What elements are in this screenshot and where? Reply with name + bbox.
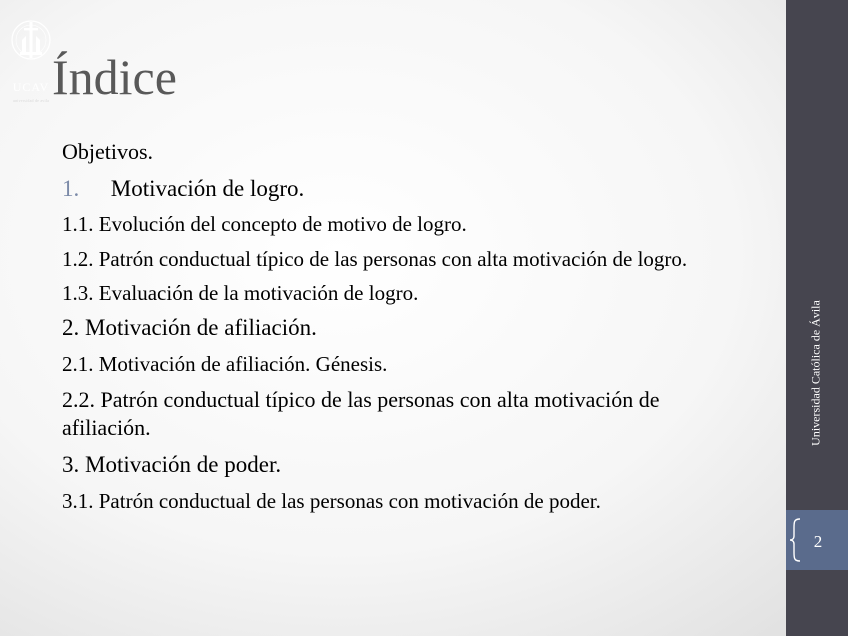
university-name-vertical: Universidad Católica de Ávila (808, 300, 823, 446)
page-number: 2 (813, 532, 823, 551)
list-item-3-1: 3.1. Patrón conductual de las personas con motivación de poder. (62, 488, 601, 513)
ucav-logo (0, 14, 62, 103)
logo-text: UCAV (12, 80, 50, 94)
university-seal-icon (0, 14, 62, 70)
objectives-item: Objetivos. (62, 139, 154, 164)
list-item-2: 2. Motivación de afiliación. (62, 315, 317, 340)
list-item-1-text: Motivación de logro. (110, 175, 305, 201)
list-item-1-1: 1.1. Evolución del concepto de motivo de logro. (62, 212, 467, 237)
list-item-1 (62, 175, 752, 204)
list-number-1: 1. (62, 175, 80, 201)
list-item-3: 3. Motivación de poder. (62, 452, 282, 477)
logo-subtext: universidad de avila (12, 98, 50, 103)
bracket-icon (788, 518, 802, 562)
list-item-2-2: 2.2. Patrón conductual típico de las personas con alta motivación de afiliación. (62, 387, 660, 440)
list-item-1-2: 1.2. Patrón conductual típico de las personas con alta motivación de logro. (62, 246, 688, 271)
slide-title: Índice (52, 49, 177, 105)
list-item-1-3: 1.3. Evaluación de la motivación de logro. (62, 280, 419, 305)
index-content (62, 138, 752, 514)
list-item-2-1: 2.1. Motivación de afiliación. Génesis. (62, 351, 388, 376)
